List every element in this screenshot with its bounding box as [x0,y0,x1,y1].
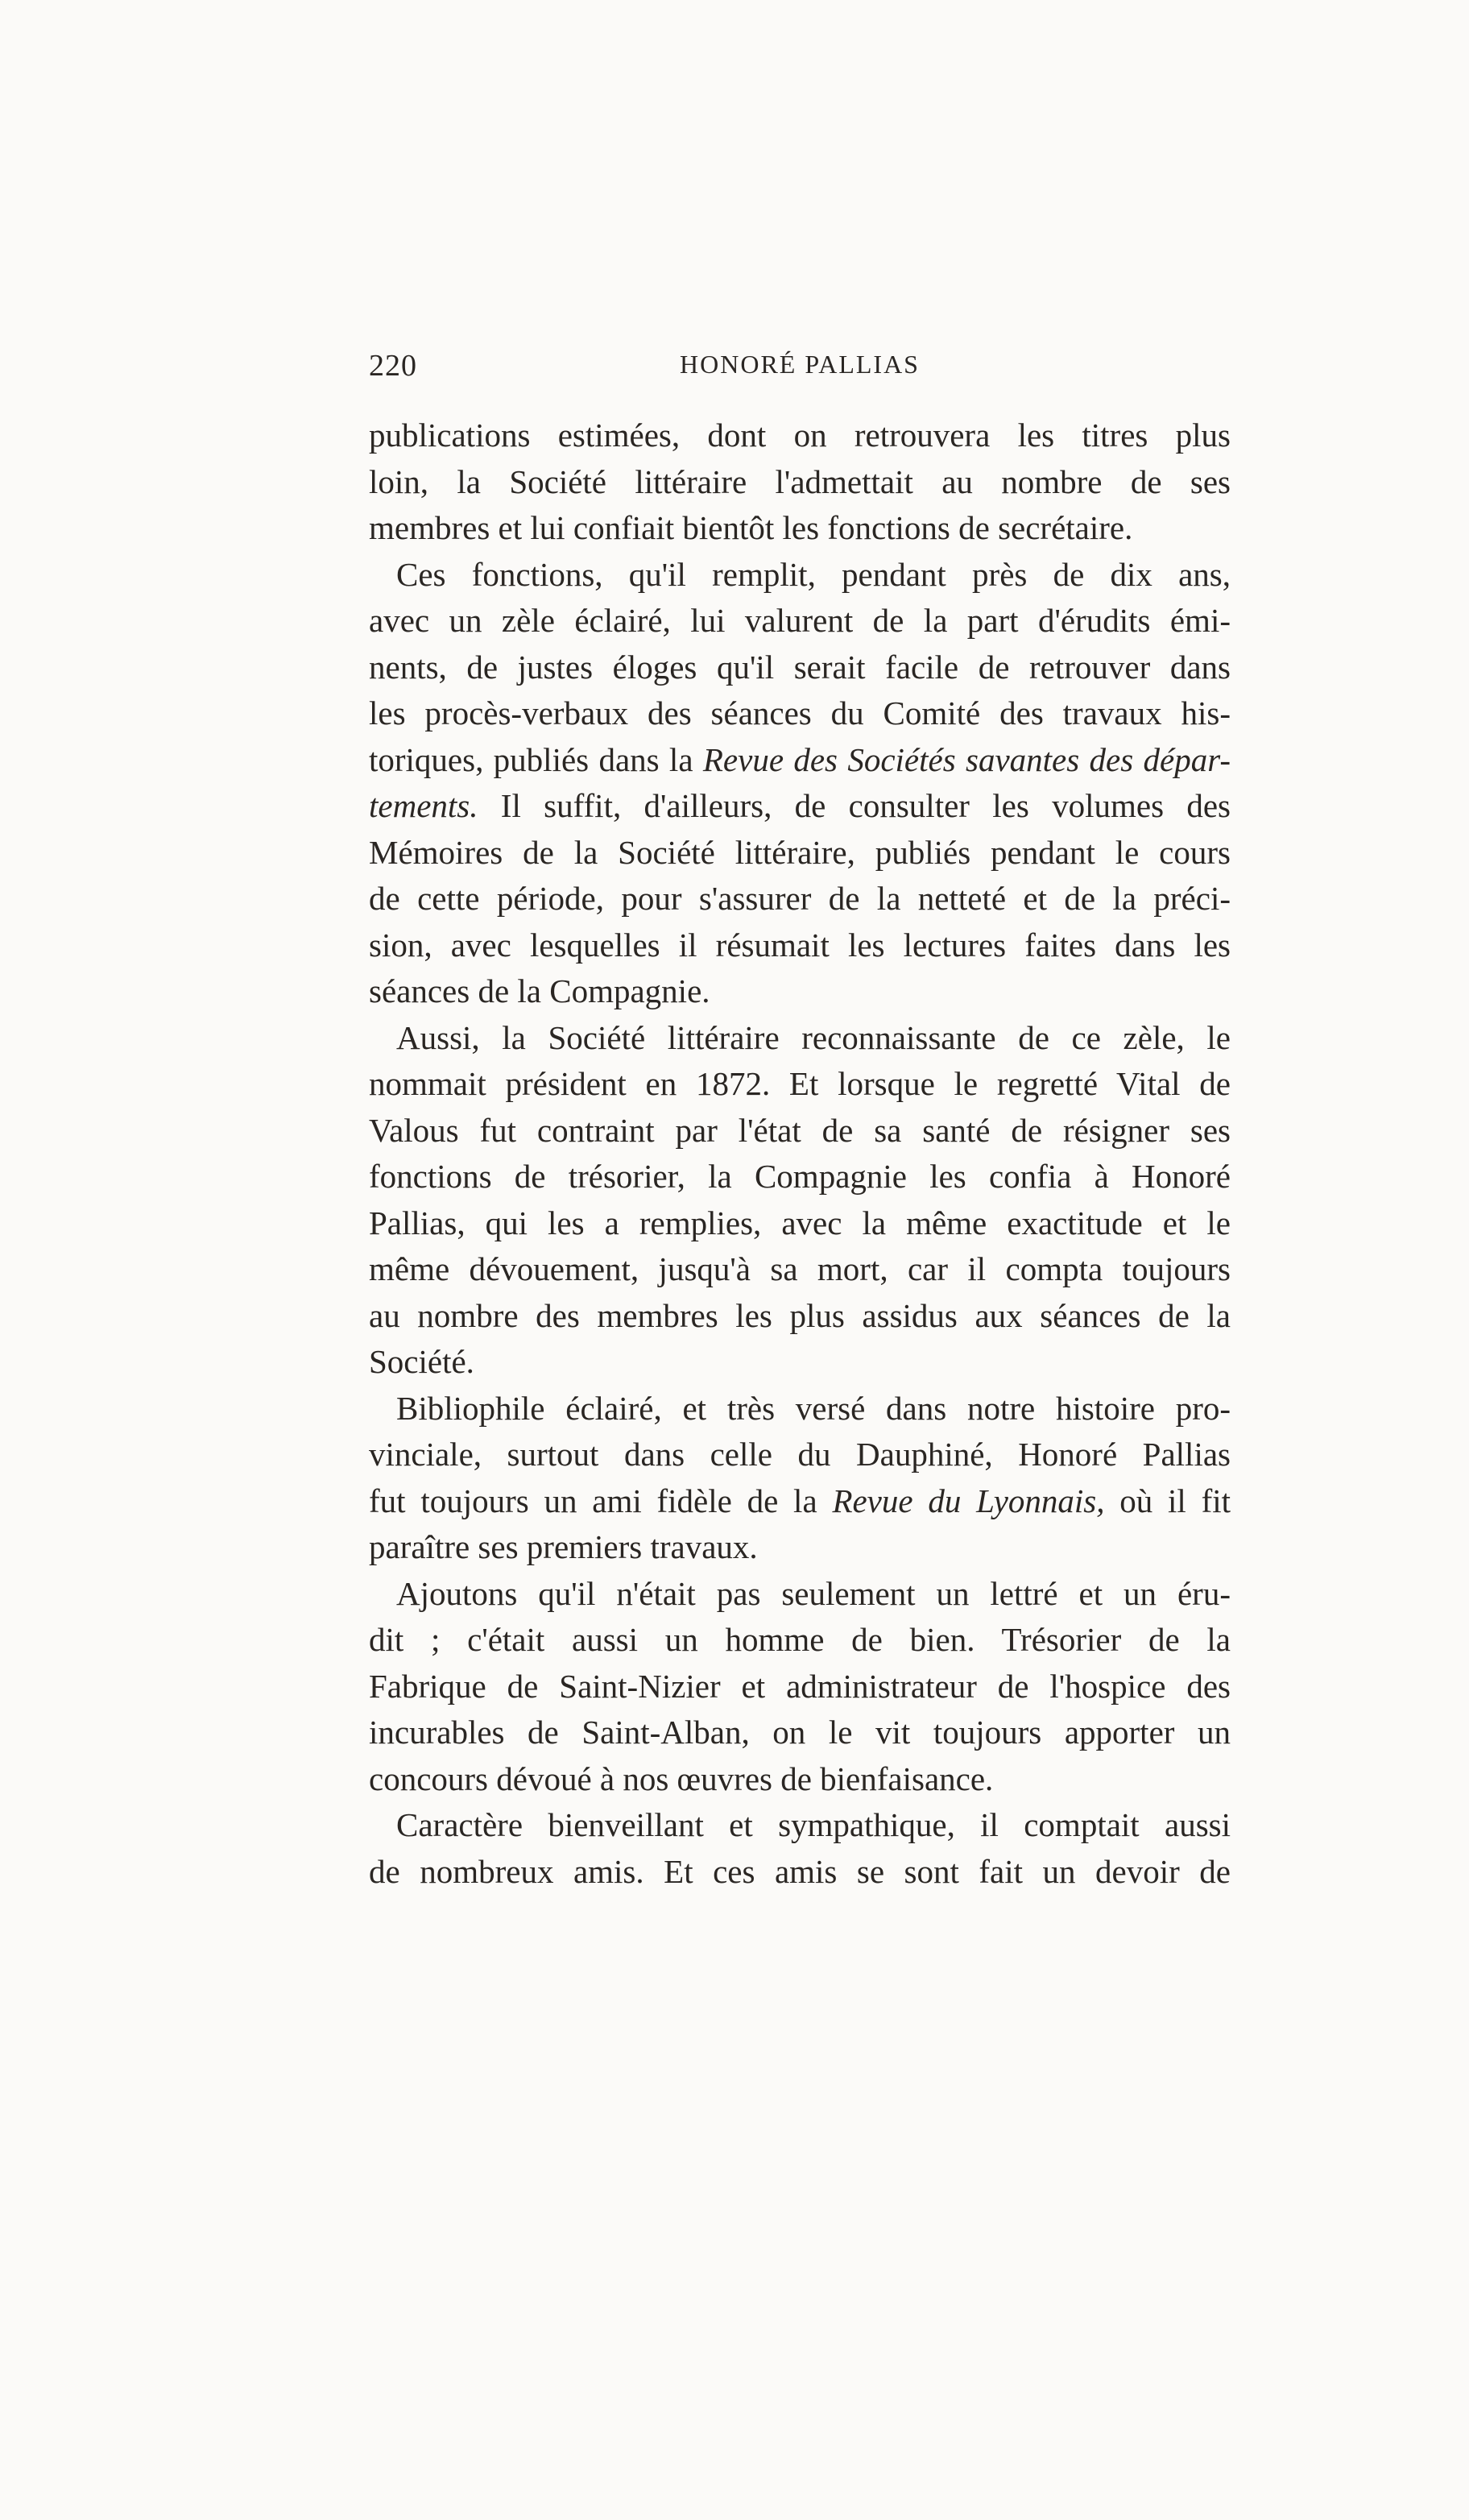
text-line: concours dévoué à nos œuvres de bienfaisance. [369,1759,994,1797]
text-line: avec un zèle éclairé, lui valurent de la part d'érudits émi- [369,602,1231,639]
paragraph-6 [369,1802,1231,1895]
text-line-mixed [369,783,1231,830]
text-line: Valous fut contraint par l'état de sa santé de résigner ses [369,1111,1231,1149]
paragraph-4 [369,1386,1231,1571]
text-line: fonctions de trésorier, la Compagnie les confia à Honoré [369,1158,1231,1195]
running-title: HONORÉ PALLIAS [680,350,920,379]
text-line: nents, de justes éloges qu'il serait facile de retrouver dans [369,648,1231,686]
text-line: au nombre des membres les plus assidus aux séances de la [369,1296,1231,1334]
italic-title-continuation: tements. [369,787,478,824]
text-line: Aussi, la Société littéraire reconnaissante de ce zèle, le [396,1018,1231,1056]
text-fragment: où il fit [1104,1482,1231,1519]
text-line-mixed [369,1478,1231,1525]
text-line: Caractère bienveillant et sympathique, il comptait aussi [396,1806,1231,1843]
text-line: Pallias, qui les a remplies, avec la même exactitude et le [369,1204,1231,1241]
text-line: Mémoires de la Société littéraire, publiés pendant le cours [369,833,1231,871]
text-line: de nombreux amis. Et ces amis se sont fait un devoir de [369,1852,1231,1890]
text-line-mixed [369,737,1231,784]
paragraph-2 [369,552,1231,1015]
text-line: Fabrique de Saint-Nizier et administrateur de l'hospice des [369,1667,1231,1705]
italic-title-revue-lyonnais: Revue du Lyonnais, [832,1482,1105,1519]
text-line: paraître ses premiers travaux. [369,1528,758,1565]
text-line: séances de la Compagnie. [369,972,710,1009]
text-line: vinciale, surtout dans celle du Dauphiné, Honoré Pallias [369,1436,1231,1473]
text-line: les procès-verbaux des séances du Comité des travaux his- [369,694,1231,732]
paragraph-3 [369,1015,1231,1386]
body-text [369,412,1231,1895]
paragraph-1 [369,412,1231,552]
paragraph-5 [369,1571,1231,1803]
text-line: Ajoutons qu'il n'était pas seulement un lettré et un éru- [396,1574,1231,1612]
running-head [369,342,1231,390]
text-line: Société. [369,1343,474,1380]
text-line: Ces fonctions, qu'il remplit, pendant près de dix ans, [396,555,1231,593]
italic-title-revue-societes: Revue des Sociétés savantes des dépar- [702,740,1231,778]
page-number: 220 [369,349,417,383]
text-line: membres et lui confiait bientôt les fonctions de secrétaire. [369,509,1133,546]
book-page [369,342,1231,1895]
text-line: même dévouement, jusqu'à sa mort, car il compta toujours [369,1250,1231,1287]
text-fragment: Il suffit, d'ailleurs, de consulter les volumes des [478,787,1231,824]
text-line: incurables de Saint-Alban, on le vit toujours apporter un [369,1714,1231,1751]
text-line: Bibliophile éclairé, et très versé dans notre histoire pro- [396,1389,1231,1427]
text-fragment: toriques, publiés dans la [369,740,693,778]
text-line: de cette période, pour s'assurer de la netteté et de la préci- [369,880,1231,917]
text-fragment: fut toujours un ami fidèle de la [369,1482,817,1519]
text-line: publications estimées, dont on retrouvera les titres plus [369,417,1231,454]
text-line: dit ; c'était aussi un homme de bien. Trésorier de la [369,1621,1231,1658]
text-line: nommait président en 1872. Et lorsque le regretté Vital de [369,1065,1231,1102]
text-line: sion, avec lesquelles il résumait les lectures faites dans les [369,926,1231,964]
text-line: loin, la Société littéraire l'admettait au nombre de ses [369,462,1231,500]
